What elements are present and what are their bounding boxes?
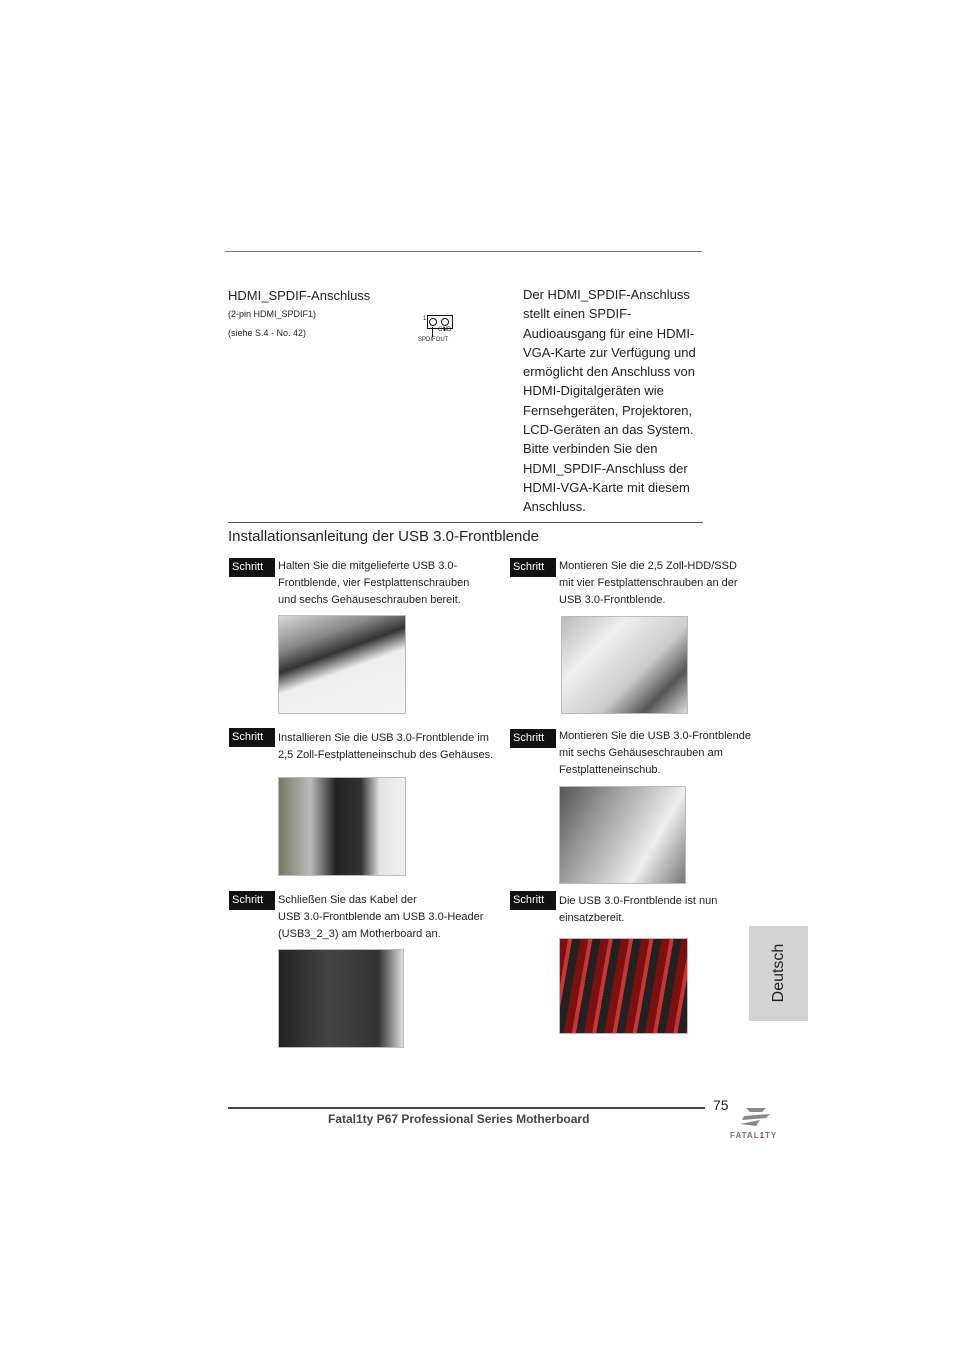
step-1-label: Schritt 1 [229, 558, 275, 577]
step-4-text: Montieren Sie die USB 3.0-Frontblende mit sechs Gehäuseschrauben am Festplatteneinschub. [559, 730, 751, 776]
connector-name: HDMI_SPDIF-Anschluss [228, 288, 371, 303]
step-2-photo [561, 616, 688, 714]
section-rule [228, 522, 703, 523]
spdif-header-diagram [418, 314, 458, 348]
step-4-label: Schritt 4 [510, 729, 556, 748]
step-5-text: Schließen Sie das Kabel der USB 3.0-Frontblende am USB 3.0-Header (USB3_2_3) am Motherboard an. [278, 894, 484, 940]
page-number: 75 [713, 1097, 729, 1113]
language-tab [749, 926, 808, 1021]
language-tab-label: Deutsch [770, 943, 787, 1003]
step-6-label: Schritt 6 [510, 891, 556, 910]
step-6-photo [559, 938, 688, 1034]
pin1-label: 1 [423, 316, 427, 322]
gnd-label: GND [438, 327, 452, 333]
step-3-photo [278, 777, 406, 876]
connector-pin: (2-pin HDMI_SPDIF1) [228, 309, 317, 319]
fatal1ty-logo: FATAL1TY [728, 1106, 788, 1146]
connector-description: Der HDMI_SPDIF-Anschluss stellt einen SPDIF- Audioausgang für eine HDMI- VGA-Karte zur Verfügung und ermöglicht den Anschluss von HDMI-Digitalgeräten wie Fernsehgeräten, Projektoren, LCD-Geräten an das System. Bitte verbinden Sie den HDMI_SPDIF-Anschluss der HDMI-VGA-Karte mit diesem Anschluss. [523, 287, 696, 515]
spdifout-label: SPDIFOUT [418, 337, 449, 343]
step-5-photo [278, 949, 404, 1048]
section-title: Installationsanleitung der USB 3.0-Frontblende [228, 528, 540, 545]
step-4-photo [559, 786, 686, 884]
step-2-label: Schritt 2 [510, 558, 556, 577]
connector-ref: (siehe S.4 - No. 42) [228, 328, 307, 338]
step-5-label: Schritt 5 [229, 891, 275, 910]
step-6-text: Die USB 3.0-Frontblende ist nun einsatzbereit. [559, 895, 718, 924]
footer-rule [228, 1107, 705, 1109]
step-1-photo [278, 615, 406, 714]
step-1-text: Halten Sie die mitgelieferte USB 3.0- Frontblende, vier Festplattenschrauben und sechs Gehäuseschrauben bereit. [278, 560, 470, 606]
footer-title: Fatal1ty P67 Professional Series Motherboard [328, 1112, 590, 1126]
step-3-text: Installieren Sie die USB 3.0-Frontblende im 2,5 Zoll-Festplatteneinschub des Gehäuses. [278, 732, 494, 761]
step-2-text: Montieren Sie die 2,5 Zoll-HDD/SSD mit vier Festplattenschrauben an der USB 3.0-Frontblende. [559, 560, 738, 606]
top-rule [225, 251, 702, 252]
step-3-label: Schritt 3 [229, 728, 275, 747]
